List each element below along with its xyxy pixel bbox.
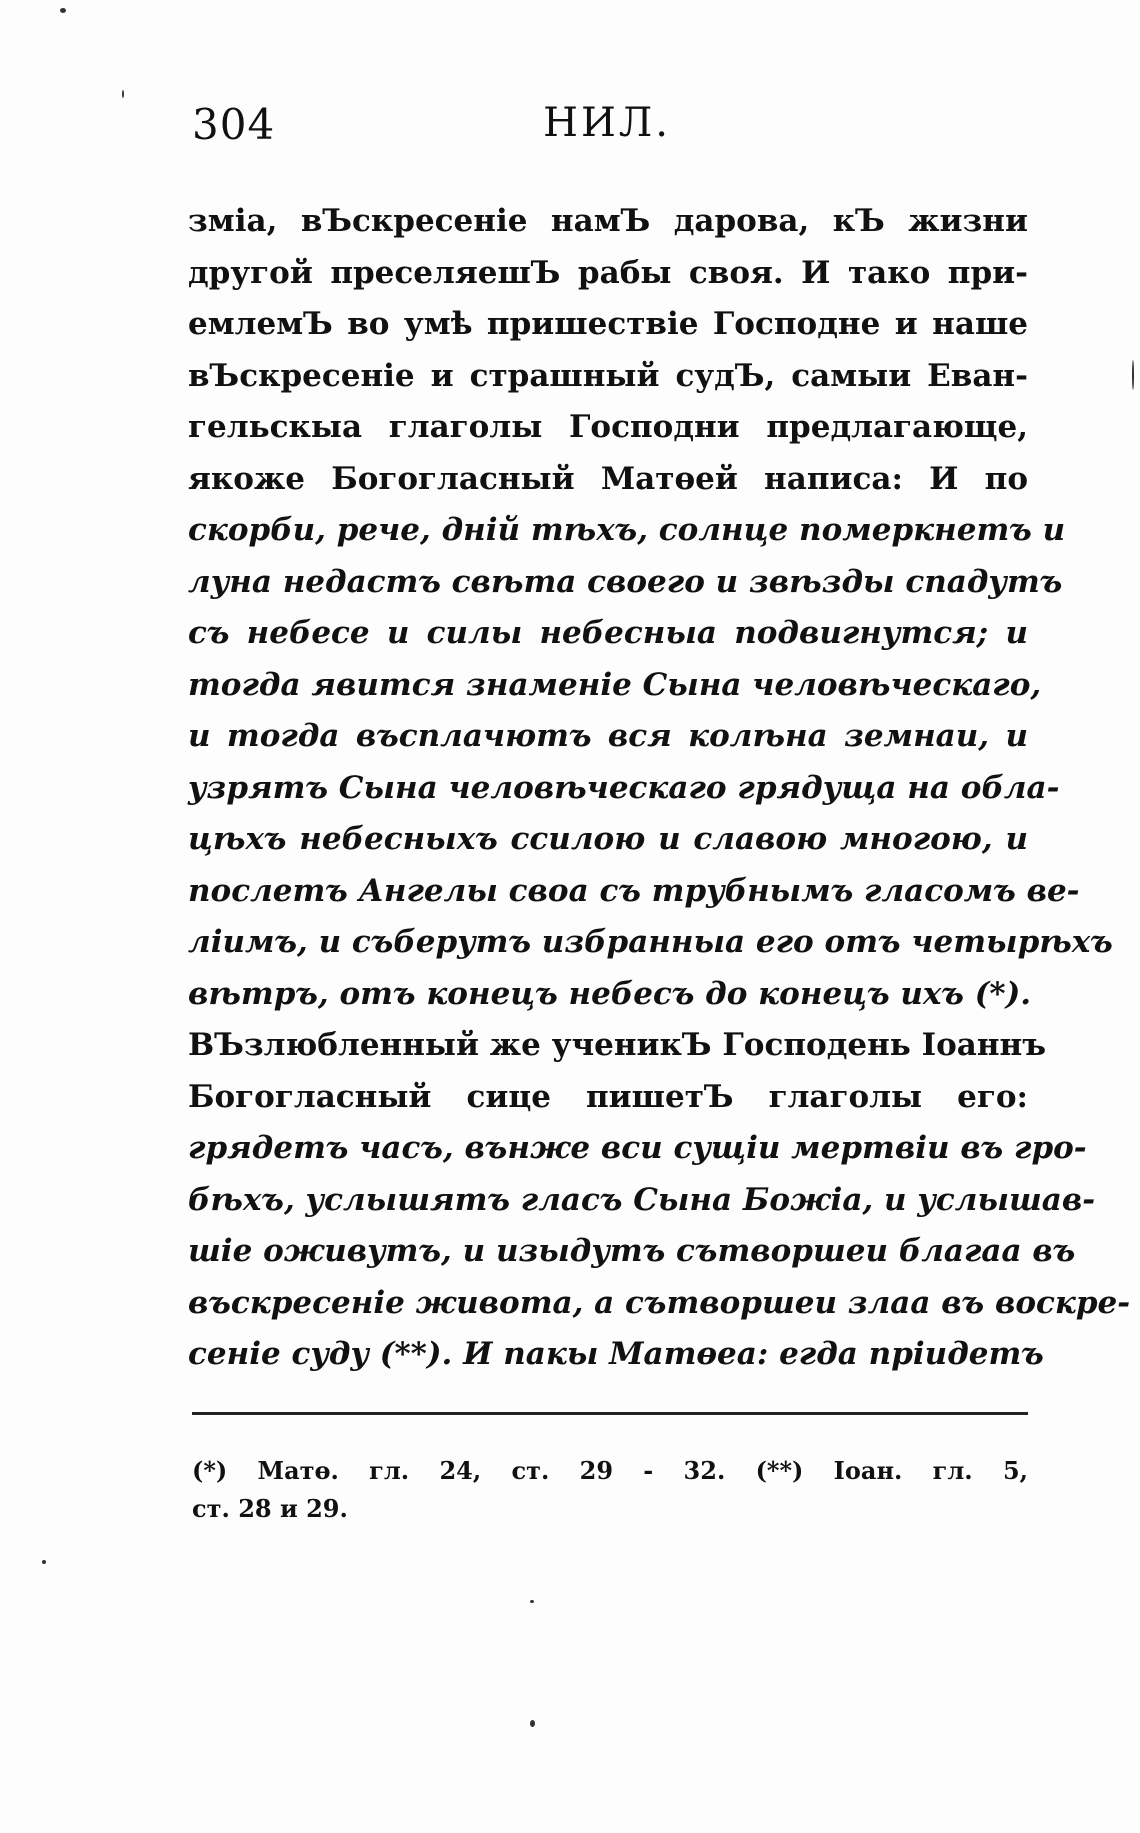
scan-speck xyxy=(1132,360,1134,390)
text-line: скорби, рече, дній тѣхъ, солнце померкнетъ и xyxy=(188,512,1066,548)
text-line: другой преселяешЪ рабы своя. И тако при- xyxy=(188,254,1028,291)
text-line: грядетъ часъ, вънже вси сущіи мертвіи въ гро- xyxy=(188,1130,1087,1166)
text-line: Богогласный сице пишетЪ глаголы его: xyxy=(188,1078,1028,1115)
text-line: емлемЪ во умѣ пришествіе Господне и наше xyxy=(188,306,1028,342)
scan-speck xyxy=(42,1560,46,1564)
text-line: бѣхъ, услышятъ гласъ Сына Божіа, и услышав- xyxy=(188,1181,1096,1218)
footnotes xyxy=(192,1452,1028,1528)
text-line: тогда явится знаменіе Сына человѣческаго, xyxy=(188,666,1042,703)
text-line: ліимъ, и съберутъ избранныа его отъ четырѣхъ xyxy=(188,924,1113,960)
text-line: ВЪзлюбленный же ученикЪ Господень Іоаннъ xyxy=(188,1027,1047,1063)
text-line: съ небесе и силы небесныа подвигнутся; и xyxy=(188,615,1028,651)
scan-speck xyxy=(60,8,66,13)
page-header xyxy=(192,100,1032,160)
text-line: послетъ Ангелы своа съ трубнымъ гласомъ ве- xyxy=(188,872,1080,909)
text-line: вЪскресеніе и страшный судЪ, самыи Еван- xyxy=(188,357,1028,394)
text-line: цѣхъ небесныхъ ссилою и славою многою, и xyxy=(188,821,1028,857)
text-line: вѣтръ, отъ конецъ небесъ до конецъ ихъ (*). xyxy=(188,975,1032,1012)
running-head: НИЛ. xyxy=(543,100,671,146)
scan-speck xyxy=(122,90,124,98)
text-line: шіе оживутъ, и изыдутъ сътворшеи благаа въ xyxy=(188,1233,1076,1269)
text-line: и тогда въсплачютъ вся колѣна земнаи, и xyxy=(188,718,1028,754)
scan-speck xyxy=(530,1720,535,1727)
page-number: 304 xyxy=(192,100,276,149)
footnote-line: ст. 28 и 29. xyxy=(192,1494,348,1523)
main-text xyxy=(188,196,1131,1381)
footnote-line: (*) Матө. гл. 24, ст. 29 - 32. (**) Іоан. гл. 5, xyxy=(192,1456,1028,1485)
footnote-divider xyxy=(192,1412,1028,1415)
text-line: узрятъ Сына человѣческаго грядуща на обла- xyxy=(188,769,1060,806)
text-line: гельскыа глаголы Господни предлагающе, xyxy=(188,409,1028,445)
text-line: въскресеніе живота, а сътворшеи злаа въ воскре- xyxy=(188,1284,1131,1321)
text-line: якоже Богогласный Матөей написа: И по xyxy=(188,460,1028,497)
text-line: сеніе суду (**). И пакы Матөеа: егда пріидетъ xyxy=(188,1336,1044,1372)
scan-speck xyxy=(530,1600,534,1603)
text-line: луна недастъ свѣта своего и звѣзды спадутъ xyxy=(188,563,1063,600)
text-line: зміа, вЪскресеніе намЪ дарова, кЪ жизни xyxy=(188,203,1028,239)
